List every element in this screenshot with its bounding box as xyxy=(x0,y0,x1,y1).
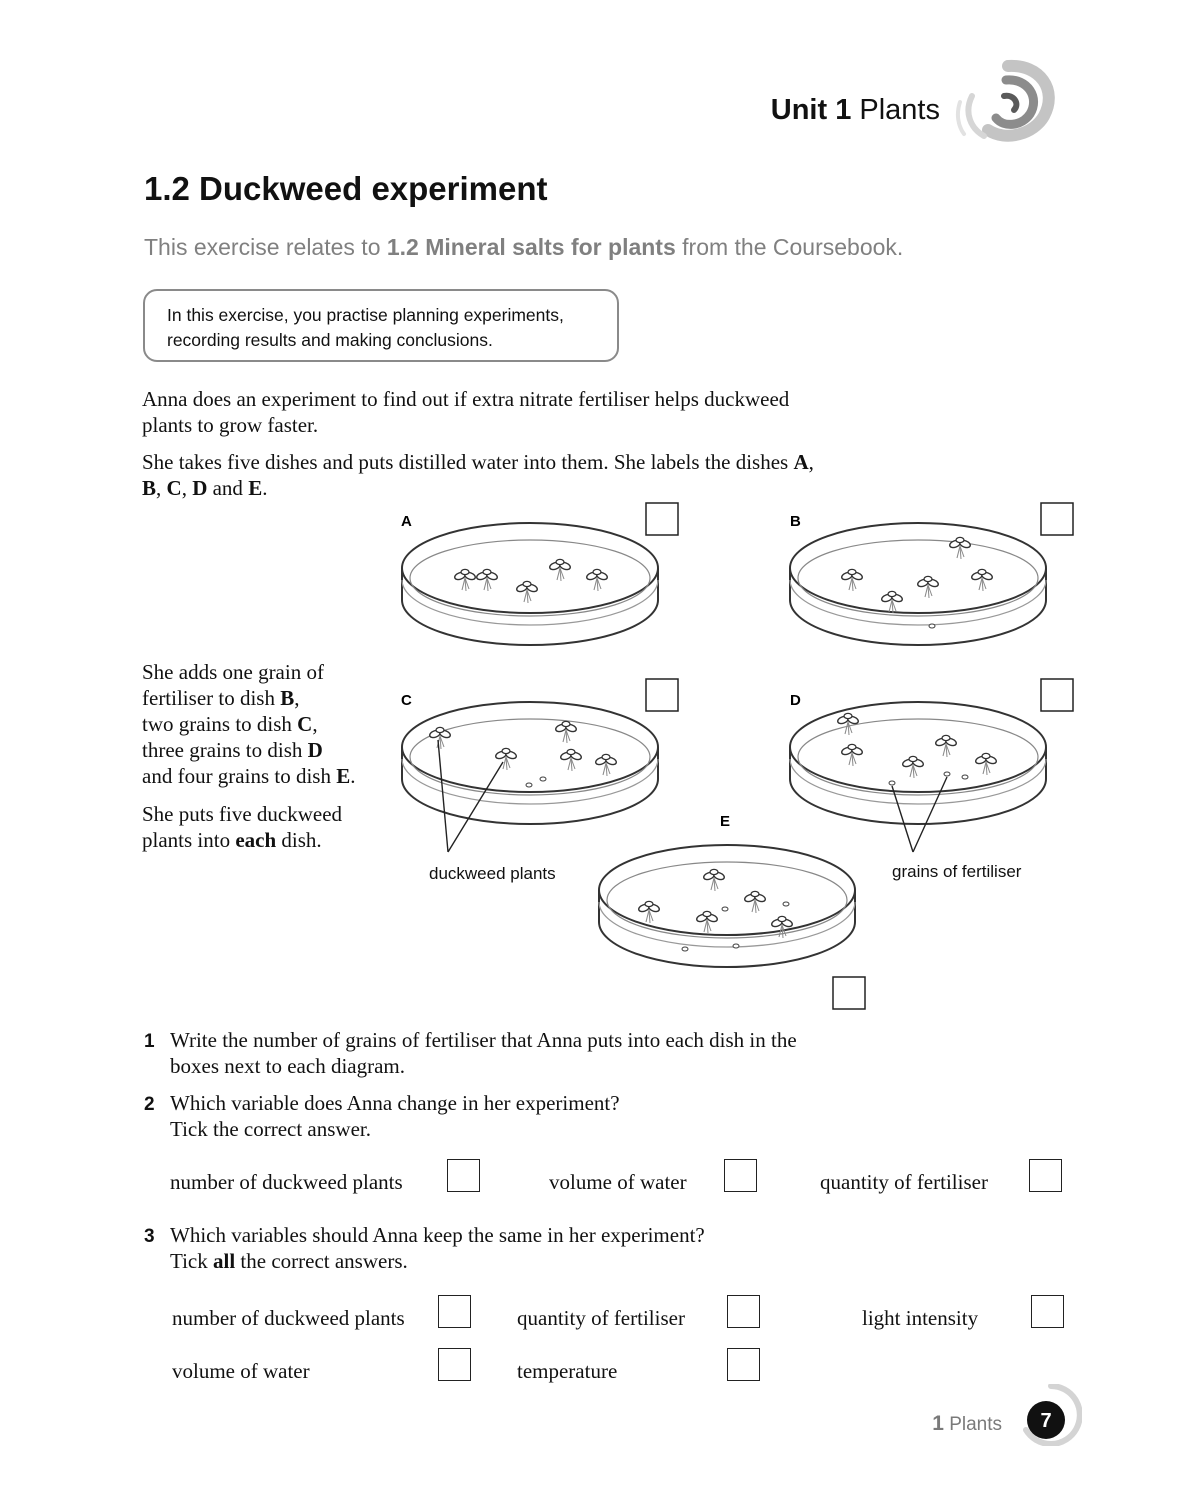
fertiliser-grain xyxy=(722,907,728,911)
text: Tick xyxy=(170,1249,213,1273)
dish-label-a: A xyxy=(401,513,412,530)
fertiliser-grain xyxy=(733,944,739,948)
dish-letter: D xyxy=(307,738,323,762)
tick-box-volume-of-water[interactable] xyxy=(438,1348,471,1381)
fertiliser-grain xyxy=(889,781,895,785)
and-text: and xyxy=(207,476,249,500)
dish-d xyxy=(790,679,1073,824)
dishes-text: She takes five dishes and puts distilled water into them. She labels the dishes xyxy=(142,450,794,474)
page-title: 1.2 Duckweed experiment xyxy=(144,170,548,207)
dish-label-e: E xyxy=(720,813,731,830)
question-line-1: Which variable does Anna change in her experiment? xyxy=(170,1091,620,1115)
dish-letter-b: B xyxy=(142,476,157,500)
answer-box-c[interactable] xyxy=(646,679,678,711)
dish-label-b: B xyxy=(790,513,801,530)
fertiliser-grain xyxy=(540,777,546,781)
relates-before: This exercise relates to xyxy=(144,234,381,260)
tick-box-quantity-of-fertiliser[interactable] xyxy=(1029,1159,1062,1192)
label-grains-of-fertiliser: grains of fertiliser xyxy=(892,862,1022,881)
answer-box-e[interactable] xyxy=(833,977,865,1009)
page-number: 7 xyxy=(1040,1410,1052,1432)
dish-label-d: D xyxy=(790,692,801,709)
comma: , xyxy=(808,450,814,474)
dish-letter-a: A xyxy=(793,450,809,474)
fertiliser-grain xyxy=(962,775,968,779)
dish-letter-c: C xyxy=(166,476,182,500)
emphasis: each xyxy=(235,828,277,852)
label-duckweed-plants: duckweed plants xyxy=(429,864,556,883)
dish-c xyxy=(401,679,678,824)
text: three grains to dish xyxy=(142,738,308,762)
option-label: temperature xyxy=(517,1359,618,1383)
footer-unit-number: 1 xyxy=(932,1412,944,1435)
dish-letter-d: D xyxy=(192,476,208,500)
period: . xyxy=(262,476,268,500)
text: the correct answers. xyxy=(235,1249,408,1273)
aim-line-1: Anna does an experiment to find out if extra nitrate fertiliser helps duckweed xyxy=(142,387,790,411)
question-line-2 xyxy=(170,1248,890,1274)
question-text xyxy=(170,1027,890,1079)
option-label: volume of water xyxy=(172,1359,310,1383)
fertiliser-grain xyxy=(929,624,935,628)
fertiliser-grain xyxy=(783,902,789,906)
answer-box-a[interactable] xyxy=(646,503,678,535)
text: , xyxy=(294,686,300,710)
text: and four grains to dish xyxy=(142,764,337,788)
unit-number: Unit 1 xyxy=(770,94,852,126)
text: fertiliser to dish xyxy=(142,686,281,710)
option-label: volume of water xyxy=(549,1170,687,1194)
fertiliser-grain xyxy=(682,947,688,951)
tick-box-quantity-of-fertiliser[interactable] xyxy=(727,1295,760,1328)
option-label: quantity of fertiliser xyxy=(820,1170,988,1194)
dish-letter: E xyxy=(336,764,351,788)
intro-line-1: In this exercise, you practise planning experiments, xyxy=(167,305,564,325)
option-label: light intensity xyxy=(862,1306,979,1330)
dish-label-c: C xyxy=(401,692,412,709)
dish-e xyxy=(599,813,865,1009)
tick-box-light-intensity[interactable] xyxy=(1031,1295,1064,1328)
option-label: number of duckweed plants xyxy=(170,1170,403,1194)
unit-name: Plants xyxy=(859,94,940,126)
intro-line-2: recording results and making conclusions. xyxy=(167,330,493,350)
answer-box-d[interactable] xyxy=(1041,679,1073,711)
question-number: 2 xyxy=(144,1094,155,1115)
dish-letter: B xyxy=(280,686,295,710)
text: , xyxy=(312,712,318,736)
comma: , xyxy=(156,476,167,500)
question-line-2: boxes next to each diagram. xyxy=(170,1054,405,1078)
aim-line-2: plants to grow faster. xyxy=(142,413,319,437)
text: plants into xyxy=(142,828,236,852)
answer-box-b[interactable] xyxy=(1041,503,1073,535)
question-text xyxy=(170,1222,890,1274)
dish-a xyxy=(401,503,678,645)
emphasis: all xyxy=(213,1249,236,1273)
option-label: number of duckweed plants xyxy=(172,1306,405,1330)
tick-box-number-of-duckweed-plants[interactable] xyxy=(438,1295,471,1328)
tick-box-volume-of-water[interactable] xyxy=(724,1159,757,1192)
question-line-1: Which variables should Anna keep the same in her experiment? xyxy=(170,1223,705,1247)
page-number-badge xyxy=(1020,1384,1082,1446)
relates-section: 1.2 Mineral salts for plants xyxy=(386,234,676,260)
grains-line-1: She adds one grain of xyxy=(142,660,324,684)
text: two grains to dish xyxy=(142,712,298,736)
option-label: quantity of fertiliser xyxy=(517,1306,685,1330)
question-number: 3 xyxy=(144,1226,155,1247)
plants-line-1: She puts five duckweed xyxy=(142,802,343,826)
question-line-1: Write the number of grains of fertiliser that Anna puts into each dish in the xyxy=(170,1028,797,1052)
dish-b xyxy=(790,503,1073,645)
tick-box-temperature[interactable] xyxy=(727,1348,760,1381)
comma: , xyxy=(181,476,193,500)
dish-letter-e: E xyxy=(248,476,263,500)
footer-unit-name: Plants xyxy=(949,1414,1002,1435)
tick-box-number-of-duckweed-plants[interactable] xyxy=(447,1159,480,1192)
dish-letter: C xyxy=(297,712,313,736)
question-text xyxy=(170,1090,890,1142)
text: dish. xyxy=(276,828,322,852)
fertiliser-grain xyxy=(944,772,950,776)
text: . xyxy=(350,764,356,788)
relates-after: from the Coursebook. xyxy=(682,234,904,260)
question-line-2: Tick the correct answer. xyxy=(170,1117,371,1141)
fertiliser-grain xyxy=(526,783,532,787)
footer-label xyxy=(932,1412,1002,1436)
question-number: 1 xyxy=(144,1031,155,1052)
